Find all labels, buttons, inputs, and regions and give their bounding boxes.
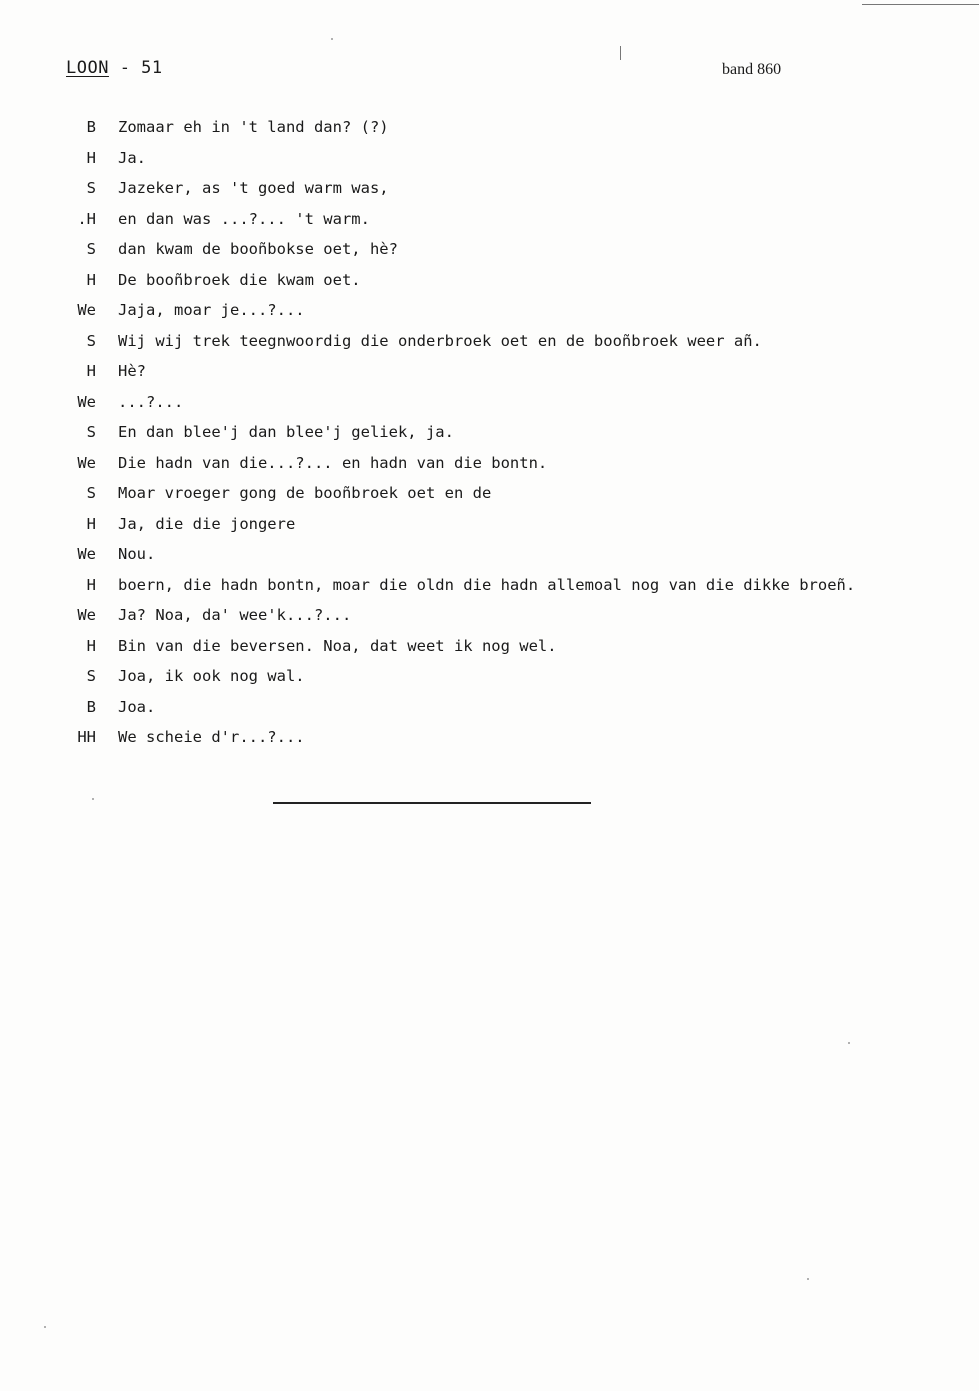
dialogue-line: [0, 271, 979, 302]
top-edge-line: [862, 4, 979, 5]
speaker-label: .H: [77, 209, 96, 228]
utterance-text: Ja, die die jongere: [118, 514, 296, 533]
dialogue-line: [0, 484, 979, 515]
dialogue-line: [0, 362, 979, 393]
transcript-dialogue: [0, 118, 979, 759]
utterance-text: Wij wij trek teegnwoordig die onderbroek oet en de booñbroek weer añ.: [118, 331, 762, 350]
speaker-label: HH: [77, 728, 96, 746]
dialogue-line: [0, 515, 979, 546]
dialogue-line: [0, 606, 979, 637]
scan-speck: [92, 798, 94, 800]
speaker-label: B: [86, 118, 96, 136]
speaker-label: S: [86, 331, 96, 350]
speaker-label: S: [86, 423, 96, 441]
dialogue-line: [0, 393, 979, 424]
utterance-text: En dan blee'j dan blee'j geliek, ja.: [118, 423, 454, 441]
speaker-label: H: [86, 636, 96, 655]
utterance-text: Jaja, moar je...?...: [118, 301, 305, 319]
utterance-text: Zomaar eh in 't land dan? (?): [118, 118, 389, 136]
speaker-label: S: [86, 667, 96, 685]
scan-speck: [331, 38, 333, 40]
speaker-label: We: [77, 453, 96, 472]
end-rule: [273, 802, 591, 804]
dialogue-line: [0, 545, 979, 576]
speaker-label: We: [77, 392, 96, 411]
speaker-label: S: [86, 179, 96, 197]
utterance-text: ...?...: [118, 392, 184, 411]
utterance-text: De booñbroek die kwam oet.: [118, 270, 361, 289]
dialogue-line: [0, 301, 979, 332]
scan-mark: [620, 46, 621, 60]
dialogue-line: [0, 454, 979, 485]
speaker-label: S: [86, 240, 96, 258]
page-header-left: [66, 58, 163, 78]
dialogue-line: [0, 637, 979, 668]
speaker-label: H: [86, 270, 96, 289]
page-number: - 51: [108, 58, 163, 78]
utterance-text: Ja? Noa, da' wee'k...?...: [118, 606, 352, 624]
dialogue-line: [0, 667, 979, 698]
utterance-text: Nou.: [118, 545, 156, 563]
speaker-label: H: [86, 362, 96, 380]
speaker-label: H: [86, 575, 96, 594]
utterance-text: Bin van die beversen. Noa, dat weet ik nog wel.: [118, 636, 557, 655]
scan-speck: [807, 1278, 809, 1280]
speaker-label: S: [86, 484, 96, 502]
utterance-text: Moar vroeger gong de booñbroek oet en de: [118, 484, 492, 502]
scan-speck: [848, 1042, 850, 1044]
speaker-label: B: [86, 697, 96, 716]
utterance-text: Joa, ik ook nog wal.: [118, 667, 305, 685]
utterance-text: en dan was ...?... 't warm.: [118, 209, 370, 228]
speaker-label: We: [77, 545, 96, 563]
band-label: band 860: [722, 61, 782, 78]
utterance-text: Hè?: [118, 362, 146, 380]
dialogue-line: [0, 576, 979, 607]
utterance-text: Die hadn van die...?... en hadn van die bontn.: [118, 453, 548, 472]
dialogue-line: [0, 698, 979, 729]
utterance-text: boern, die hadn bontn, moar die oldn die hadn allemoal nog van die dikke broeñ.: [118, 575, 856, 594]
dialogue-line: [0, 179, 979, 210]
speaker-label: We: [77, 301, 96, 319]
dialogue-line: [0, 210, 979, 241]
speaker-label: H: [86, 514, 96, 533]
dialogue-line: [0, 118, 979, 149]
utterance-text: dan kwam de booñbokse oet, hè?: [118, 240, 398, 258]
dialogue-line: [0, 240, 979, 271]
dialogue-line: [0, 728, 979, 759]
dialogue-line: [0, 149, 979, 180]
utterance-text: We scheie d'r...?...: [118, 728, 305, 746]
dialogue-line: [0, 332, 979, 363]
utterance-text: Jazeker, as 't goed warm was,: [118, 179, 389, 197]
speaker-label: We: [77, 606, 96, 624]
utterance-text: Joa.: [118, 697, 156, 716]
utterance-text: Ja.: [118, 148, 146, 167]
place-title: LOON: [66, 58, 109, 78]
dialogue-line: [0, 423, 979, 454]
scan-speck: [44, 1326, 46, 1328]
speaker-label: H: [86, 148, 96, 167]
